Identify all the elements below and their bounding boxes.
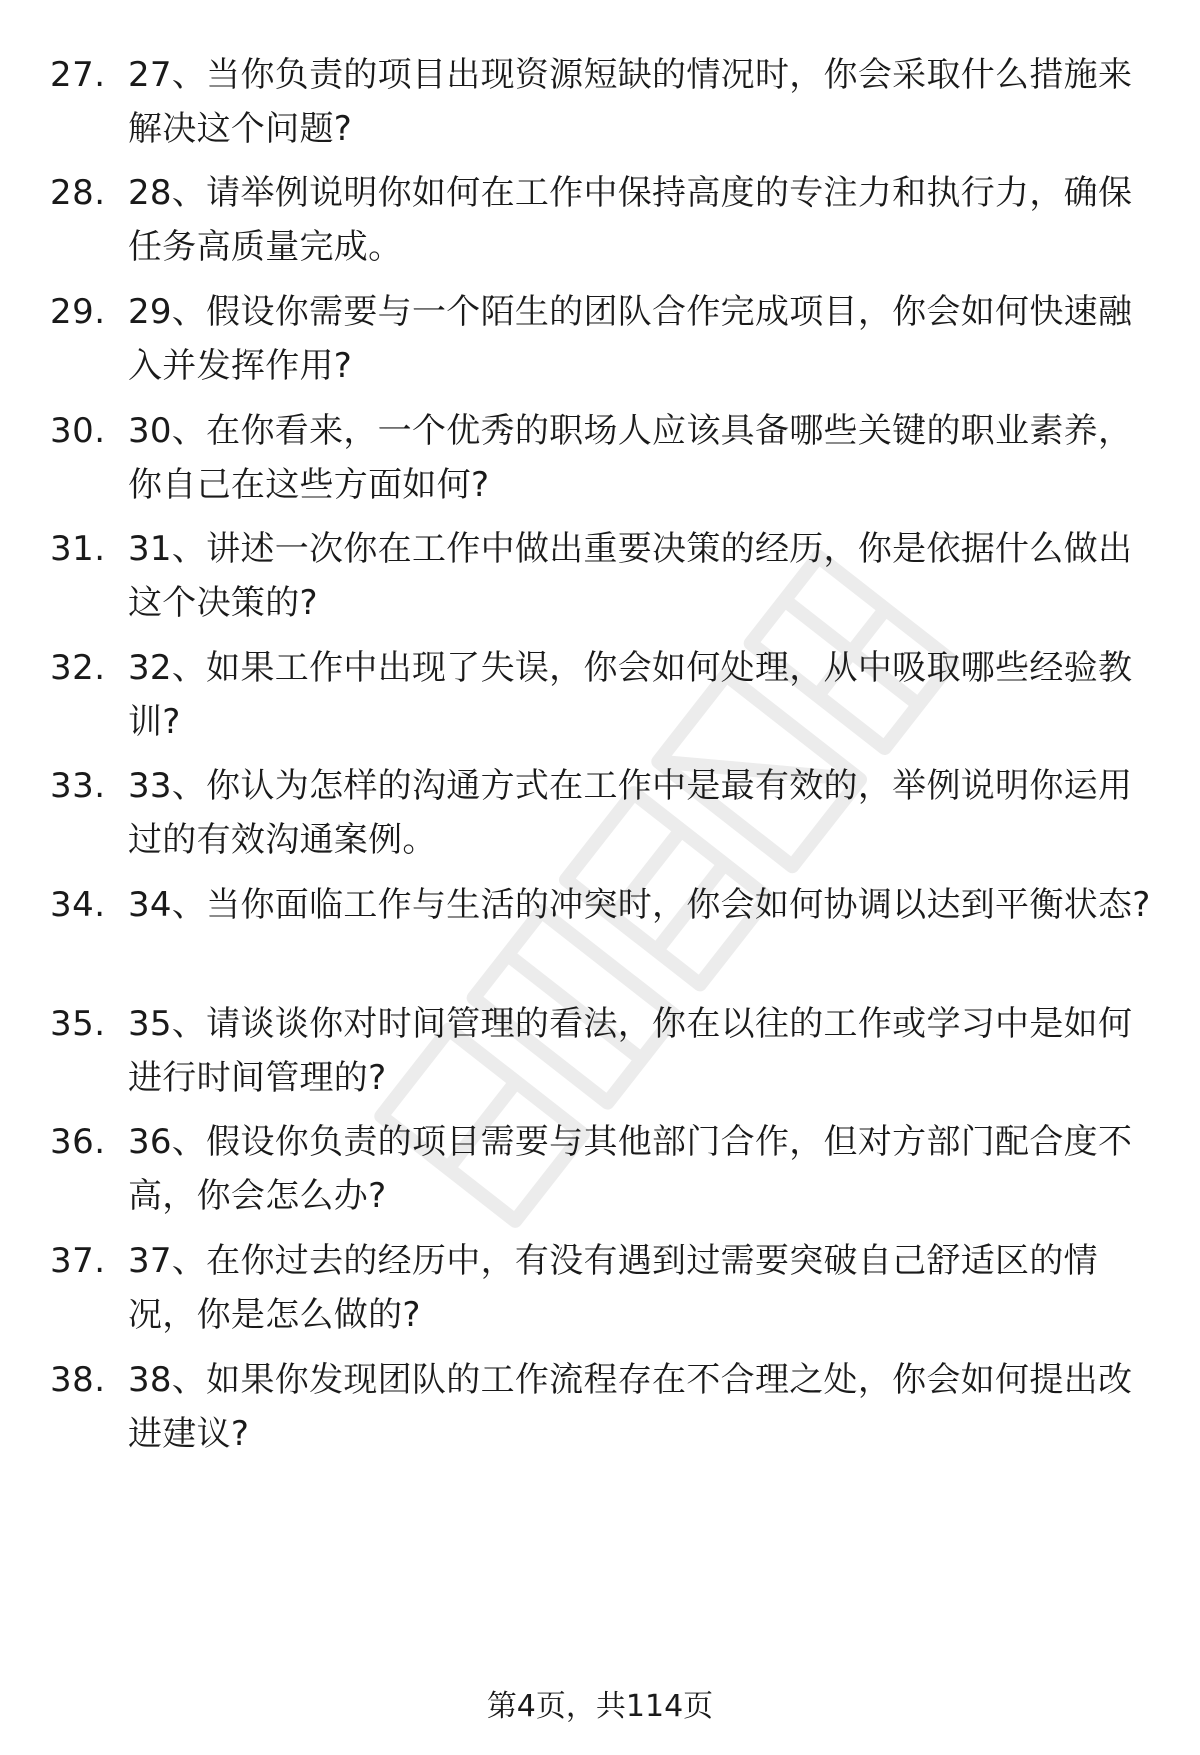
question-number: 38. (50, 1360, 106, 1400)
question-number: 31. (50, 529, 106, 569)
question-text: 33、你认为怎样的沟通方式在工作中是最有效的，举例说明你运用过的有效沟通案例。 (128, 766, 1133, 860)
question-text: 30、在你看来，一个优秀的职场人应该具备哪些关键的职业素养，你自己在这些方面如何? (128, 411, 1133, 505)
question-number: 30. (50, 411, 106, 451)
question-text: 38、如果你发现团队的工作流程存在不合理之处，你会如何提出改进建议? (128, 1360, 1133, 1454)
question-text: 31、讲述一次你在工作中做出重要决策的经历，你是依据什么做出这个决策的? (128, 529, 1133, 623)
question-item (50, 404, 1160, 524)
question-text: 36、假设你负责的项目需要与其他部门合作，但对方部门配合度不高，你会怎么办? (128, 1122, 1133, 1216)
question-text: 27、当你负责的项目出现资源短缺的情况时，你会采取什么措施来解决这个问题? (128, 55, 1133, 149)
question-number: 27. (50, 55, 106, 95)
question-number: 29. (50, 292, 106, 332)
question-number: 28. (50, 173, 106, 213)
question-number: 34. (50, 885, 106, 925)
question-text: 28、请举例说明你如何在工作中保持高度的专注力和执行力，确保任务高质量完成。 (128, 173, 1133, 267)
question-text: 34、当你面临工作与生活的冲突时，你会如何协调以达到平衡状态? (128, 885, 1151, 925)
question-number: 37. (50, 1241, 106, 1281)
question-item (50, 285, 1160, 405)
question-number: 35. (50, 1004, 106, 1044)
question-number: 33. (50, 766, 106, 806)
question-item (50, 1115, 1160, 1235)
question-item (50, 878, 1160, 998)
question-text: 35、请谈谈你对时间管理的看法，你在以往的工作或学习中是如何进行时间管理的? (128, 1004, 1133, 1098)
question-item (50, 759, 1160, 879)
question-item (50, 1353, 1160, 1473)
question-text: 29、假设你需要与一个陌生的团队合作完成项目，你会如何快速融入并发挥作用? (128, 292, 1133, 386)
question-text: 37、在你过去的经历中，有没有遇到过需要突破自己舒适区的情况，你是怎么做的? (128, 1241, 1098, 1335)
question-number: 32. (50, 648, 106, 688)
question-item (50, 1234, 1160, 1354)
question-text: 32、如果工作中出现了失误，你会如何处理，从中吸取哪些经验教训? (128, 648, 1133, 742)
question-item (50, 997, 1160, 1117)
question-item (50, 166, 1160, 286)
question-item (50, 48, 1160, 168)
question-item (50, 641, 1160, 761)
page-number-footer: 第4页，共114页 (486, 1689, 714, 1724)
question-item (50, 522, 1160, 642)
question-number: 36. (50, 1122, 106, 1162)
